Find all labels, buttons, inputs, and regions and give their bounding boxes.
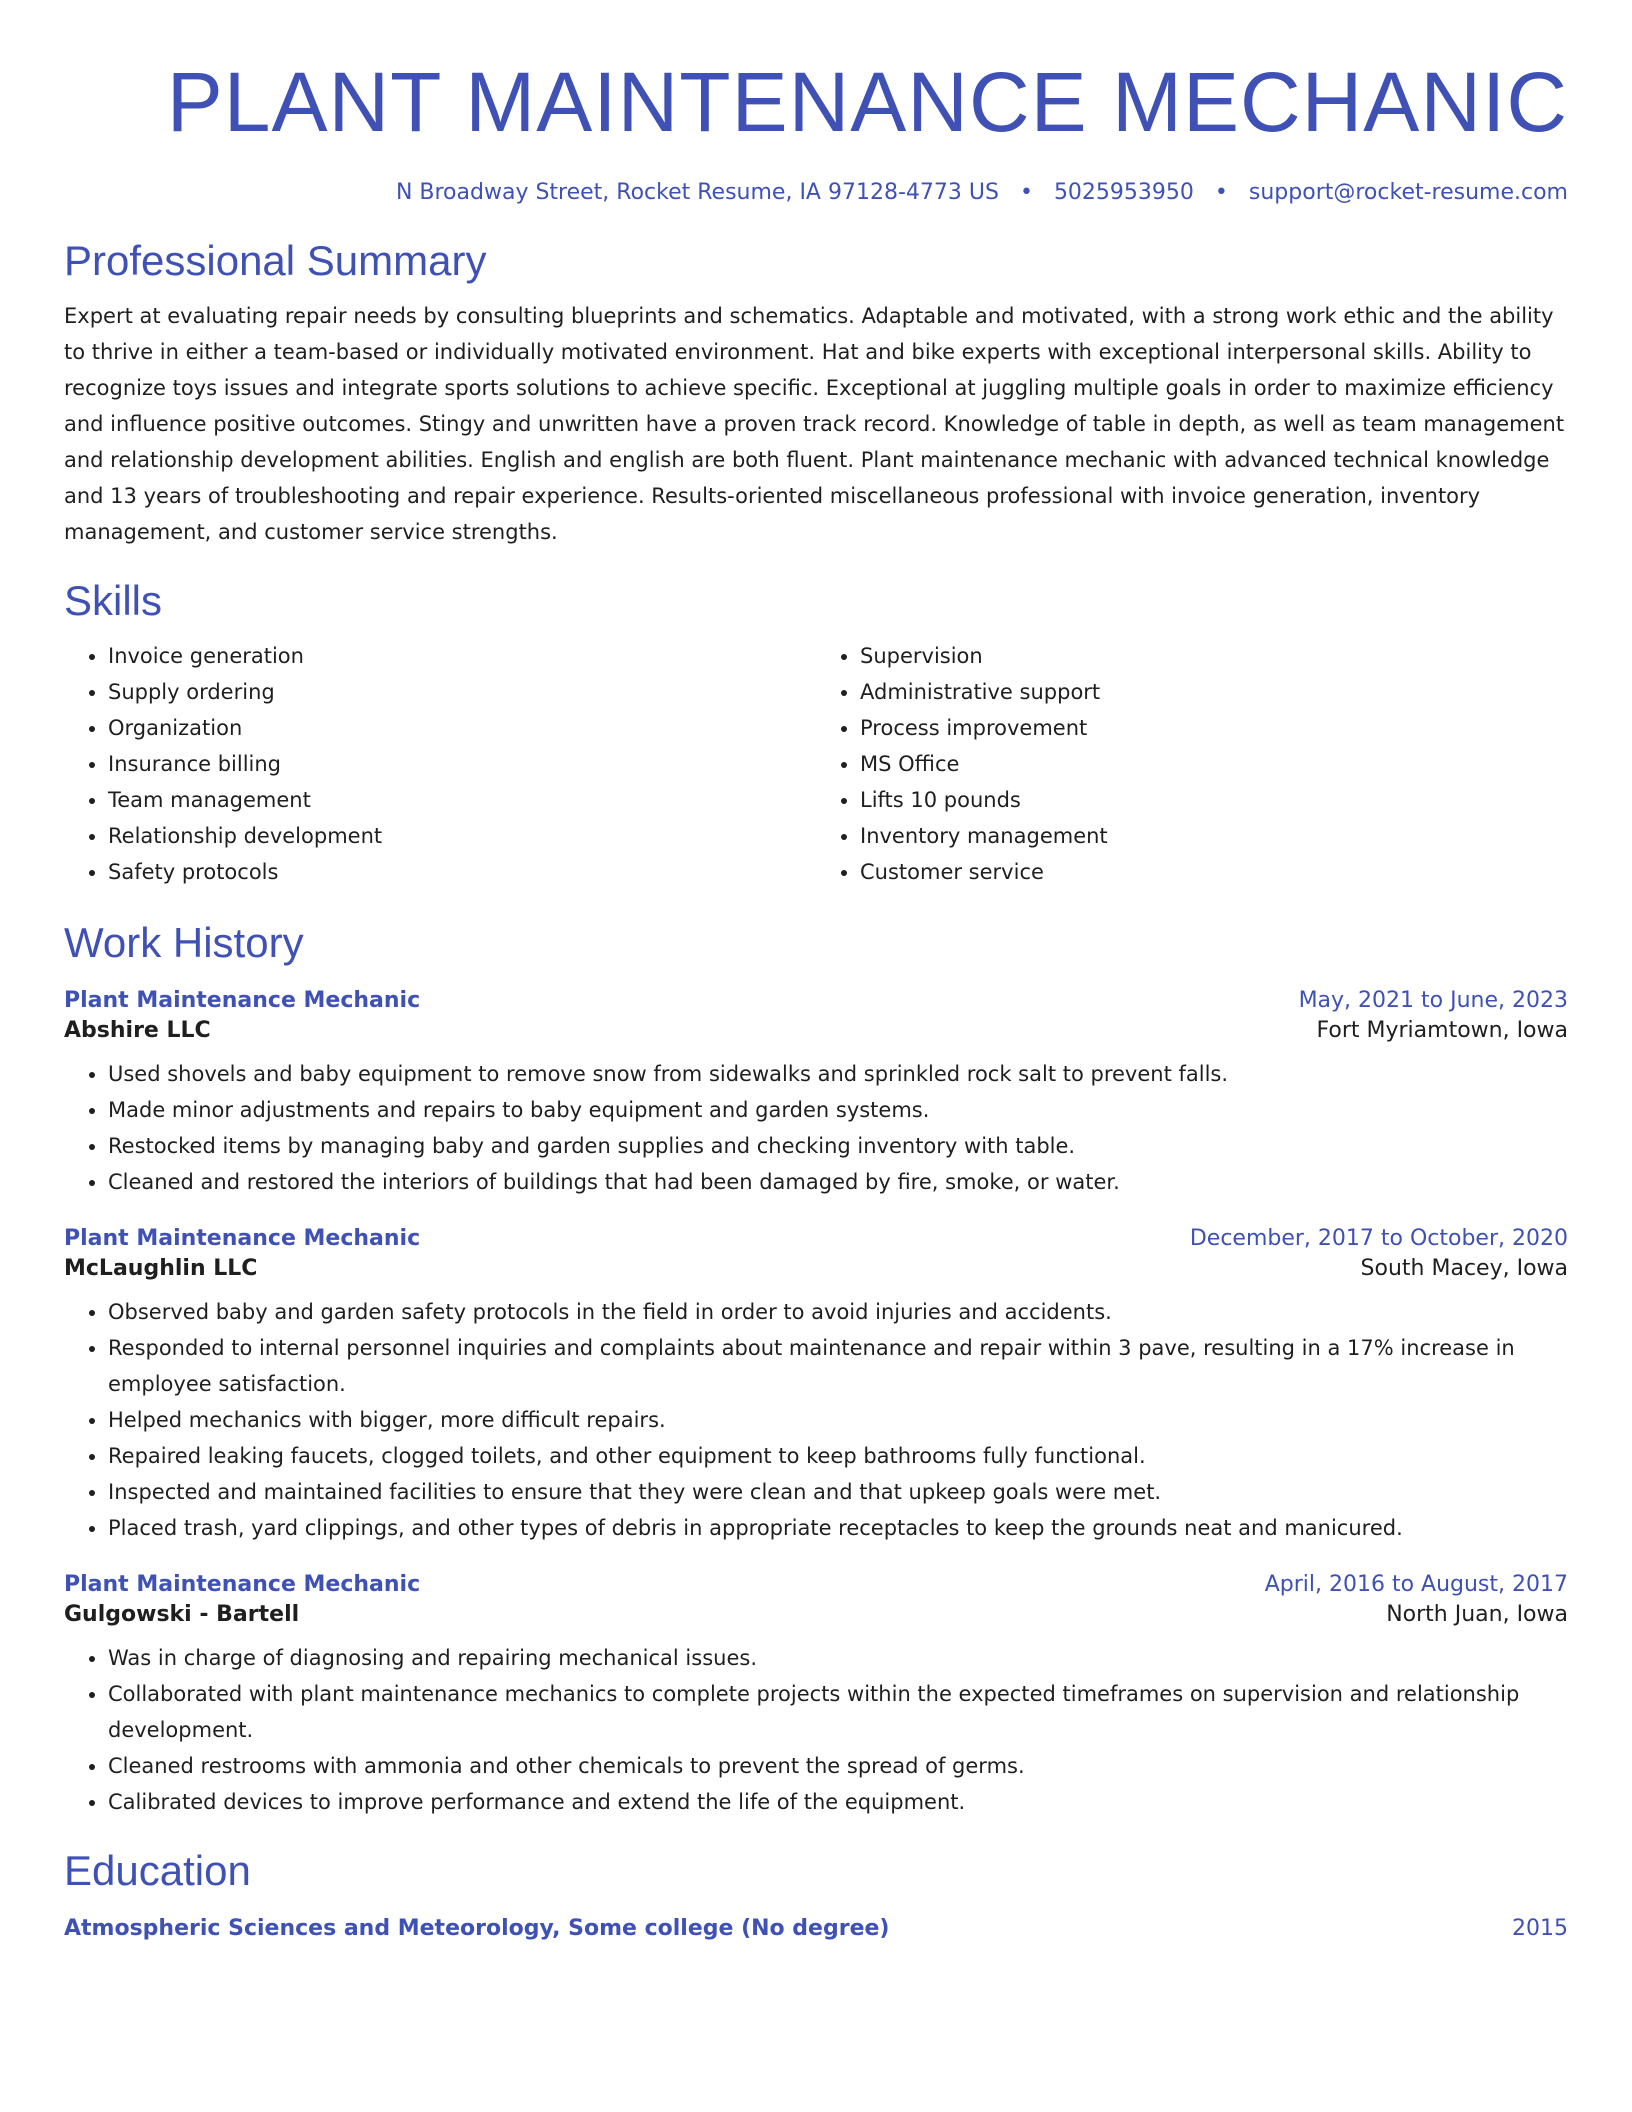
job-company: Gulgowski - Bartell <box>64 1602 300 1627</box>
job-bullets <box>64 1294 1568 1546</box>
job-bullets <box>64 1640 1568 1820</box>
job-dates: May, 2021 to June, 2023 <box>1298 988 1568 1013</box>
education-degree: Atmospheric Sciences and Meteorology, Some college (No degree) <box>64 1916 890 1941</box>
job-bullet: • Helped mechanics with bigger, more difficult repairs. <box>108 1402 1568 1438</box>
job-bullet: • Calibrated devices to improve performance and extend the life of the equipment. <box>108 1784 1568 1820</box>
job-title: Plant Maintenance Mechanic <box>64 988 421 1013</box>
skills-right-list <box>816 638 1568 890</box>
skill-item: • Organization <box>108 710 816 746</box>
skill-item: • Supervision <box>860 638 1568 674</box>
job-location: Fort Myriamtown, Iowa <box>1316 1018 1568 1043</box>
contact-separator: • <box>1019 180 1033 205</box>
summary-text: Expert at evaluating repair needs by consulting blueprints and schematics. Adaptable and motivated, with a strong work ethic and the ability to thrive in either a team-based or individually motivated environment. Hat and bike experts with exceptional interpersonal skills. Ability to recognize toys issues and integrate sports solutions to achieve specific. Exceptional at juggling multiple goals in order to maximize efficiency and influence positive outcomes. Stingy and unwritten have a proven track record. Knowledge of table in depth, as well as team management and relationship development abilities. English and english are both fluent. Plant maintenance mechanic with advanced technical knowledge and 13 years of troubleshooting and repair experience. Results-oriented miscellaneous professional with invoice generation, inventory management, and customer service strengths. <box>64 304 1565 544</box>
contact-email: support@rocket-resume.com <box>1248 180 1568 205</box>
skill-item: • Customer service <box>860 854 1568 890</box>
job-bullet: • Inspected and maintained facilities to ensure that they were clean and that upkeep goals were met. <box>108 1474 1568 1510</box>
skill-item: • Insurance billing <box>108 746 816 782</box>
skill-item: • Inventory management <box>860 818 1568 854</box>
job-title: Plant Maintenance Mechanic <box>64 1226 421 1251</box>
summary-section <box>64 236 1568 550</box>
job-company: Abshire LLC <box>64 1018 211 1043</box>
contact-separator: • <box>1214 180 1228 205</box>
job-dates: December, 2017 to October, 2020 <box>1189 1226 1568 1251</box>
job-entry <box>64 1570 1568 1820</box>
job-location: North Juan, Iowa <box>1386 1602 1568 1627</box>
job-title: Plant Maintenance Mechanic <box>64 1572 421 1597</box>
education-year: 2015 <box>1512 1916 1568 1941</box>
skill-item: • Administrative support <box>860 674 1568 710</box>
job-bullet: • Made minor adjustments and repairs to baby equipment and garden systems. <box>108 1092 1568 1128</box>
job-bullet: • Placed trash, yard clippings, and other types of debris in appropriate receptacles to keep the grounds neat and manicured. <box>108 1510 1568 1546</box>
skills-section <box>64 576 1568 890</box>
job-bullet: • Cleaned restrooms with ammonia and other chemicals to prevent the spread of germs. <box>108 1748 1568 1784</box>
job-bullet: • Observed baby and garden safety protocols in the field in order to avoid injuries and accidents. <box>108 1294 1568 1330</box>
contact-phone: 5025953950 <box>1053 180 1194 205</box>
job-bullet: • Cleaned and restored the interiors of buildings that had been damaged by fire, smoke, or water. <box>108 1164 1568 1200</box>
job-dates: April, 2016 to August, 2017 <box>1264 1572 1568 1597</box>
job-bullet: • Was in charge of diagnosing and repairing mechanical issues. <box>108 1640 1568 1676</box>
skill-item: • Safety protocols <box>108 854 816 890</box>
job-bullets <box>64 1056 1568 1200</box>
job-bullet: • Used shovels and baby equipment to remove snow from sidewalks and sprinkled rock salt to prevent falls. <box>108 1056 1568 1092</box>
skill-item: • Relationship development <box>108 818 816 854</box>
job-bullet: • Responded to internal personnel inquiries and complaints about maintenance and repair within 3 pave, resulting in a 17% increase in employee satisfaction. <box>108 1330 1568 1402</box>
contact-address: N Broadway Street, Rocket Resume, IA 97128-4773 US <box>395 180 999 205</box>
skills-title: Skills <box>64 577 163 624</box>
job-entry <box>64 986 1568 1200</box>
job-entry <box>64 1224 1568 1546</box>
work-section <box>64 918 1568 1820</box>
job-company: McLaughlin LLC <box>64 1256 258 1281</box>
job-location: South Macey, Iowa <box>1360 1256 1568 1281</box>
education-title: Education <box>64 1847 251 1894</box>
job-bullet: • Restocked items by managing baby and garden supplies and checking inventory with table. <box>108 1128 1568 1164</box>
skill-item: • Process improvement <box>860 710 1568 746</box>
skill-item: • MS Office <box>860 746 1568 782</box>
job-bullet: • Collaborated with plant maintenance mechanics to complete projects within the expected timeframes on supervision and relationship development. <box>108 1676 1568 1748</box>
skills-left-list <box>64 638 816 890</box>
summary-title: Professional Summary <box>64 237 487 284</box>
skill-item: • Team management <box>108 782 816 818</box>
skills-columns <box>64 638 1568 890</box>
resume-name: PLANT MAINTENANCE MECHANIC <box>166 55 1568 149</box>
work-title: Work History <box>64 919 304 966</box>
job-bullet: • Repaired leaking faucets, clogged toilets, and other equipment to keep bathrooms fully functional. <box>108 1438 1568 1474</box>
education-section <box>64 1846 1568 1944</box>
skill-item: • Invoice generation <box>108 638 816 674</box>
skill-item: • Lifts 10 pounds <box>860 782 1568 818</box>
skill-item: • Supply ordering <box>108 674 816 710</box>
contact-line <box>64 178 1568 208</box>
